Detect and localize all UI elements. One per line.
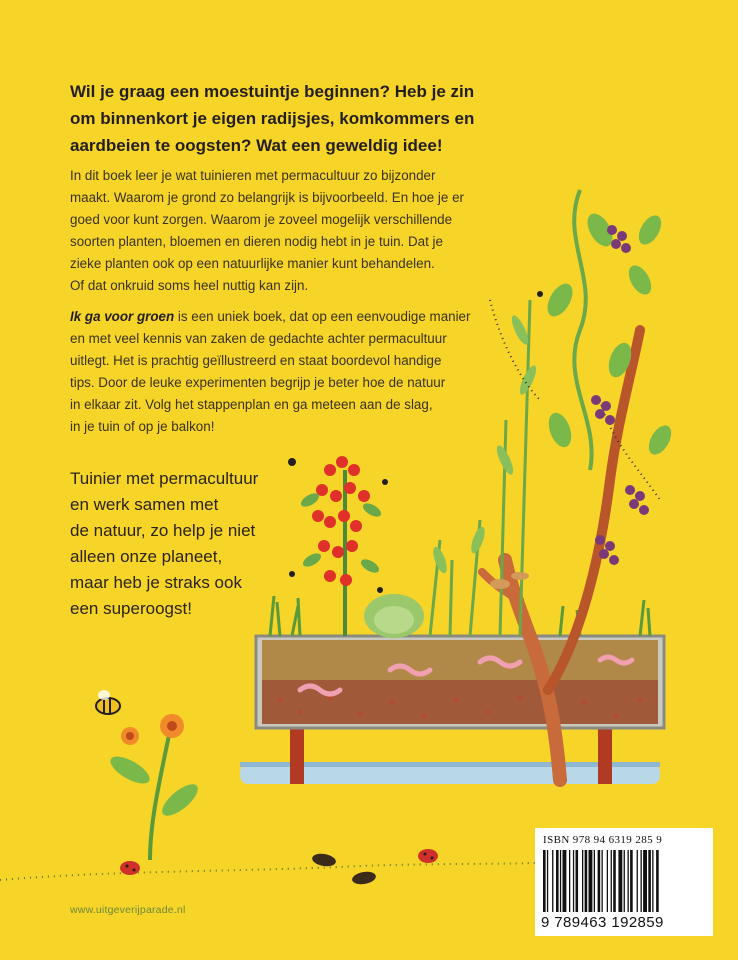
intro-text: Wil je graag een moestuintje beginnen? Heb je zin om binnenkort je eigen radijsjes, komkommers en aardbeien te oogsten? Wat een geweldig idee!: [70, 82, 475, 155]
paragraph-1: [70, 165, 500, 297]
paragraph-1-line: goed voor kunt zorgen. Waarom je zoveel mogelijk verschillende: [70, 212, 453, 227]
isbn-barcode: [535, 828, 713, 936]
ground-line: [0, 860, 560, 880]
beetles: [311, 852, 377, 886]
tagline-line: maar heb je straks ook: [70, 573, 242, 592]
tagline-line: de natuur, zo help je niet: [70, 521, 256, 540]
planter-leg-left: [290, 720, 304, 784]
paragraph-1-line: maakt. Waarom je grond zo belangrijk is bijvoorbeeld. En hoe je er: [70, 190, 464, 205]
paragraph-2-line: en met veel kennis van zaken de gedachte achter permacultuur: [70, 331, 447, 346]
climbing-vine: [574, 190, 591, 470]
paragraph-1-line: Of dat onkruid soms heel nuttig kan zijn.: [70, 278, 309, 293]
paragraph-2-line: in je tuin of op je balkon!: [70, 419, 215, 434]
bee: [96, 690, 120, 714]
tagline-line: een superoogst!: [70, 599, 192, 618]
tagline: [70, 466, 340, 622]
paragraph-1-line: In dit boek leer je wat tuinieren met permacultuur zo bijzonder: [70, 168, 436, 183]
paragraph-2-line: tips. Door de leuke experimenten begrijp je beter hoe de natuur: [70, 375, 446, 390]
paragraph-2: [70, 306, 500, 438]
planter-leg-right: [598, 720, 612, 784]
book-title: Ik ga voor groen: [70, 309, 175, 324]
ladybug-left: [120, 861, 140, 875]
barcode-number: 9 789463 192859: [541, 914, 664, 931]
flower-stem: [150, 730, 170, 860]
tagline-line: en werk samen met: [70, 495, 219, 514]
paragraph-1-line: zieke planten ook op een natuurlijke manier kunt behandelen.: [70, 256, 435, 271]
paragraph-2-line: uitlegt. Het is prachtig geïllustreerd en staat boordevol handige: [70, 353, 442, 368]
paragraph-1-line: soorten planten, bloemen en dieren nodig hebt in je tuin. Dat je: [70, 234, 443, 249]
isbn-label: ISBN 978 94 6319 285 9: [543, 834, 663, 846]
paragraph-2-line: is een uniek boek, dat op een eenvoudige manier: [174, 309, 471, 324]
publisher-website[interactable]: www.uitgeverijparade.nl: [70, 904, 186, 916]
tagline-line: alleen onze planeet,: [70, 547, 223, 566]
paragraph-2-line: in elkaar zit. Volg het stappenplan en ga meteen aan de slag,: [70, 397, 433, 412]
barcode-bars: [543, 850, 705, 912]
ladybug-right: [418, 849, 438, 863]
tagline-line: Tuinier met permacultuur: [70, 469, 259, 488]
